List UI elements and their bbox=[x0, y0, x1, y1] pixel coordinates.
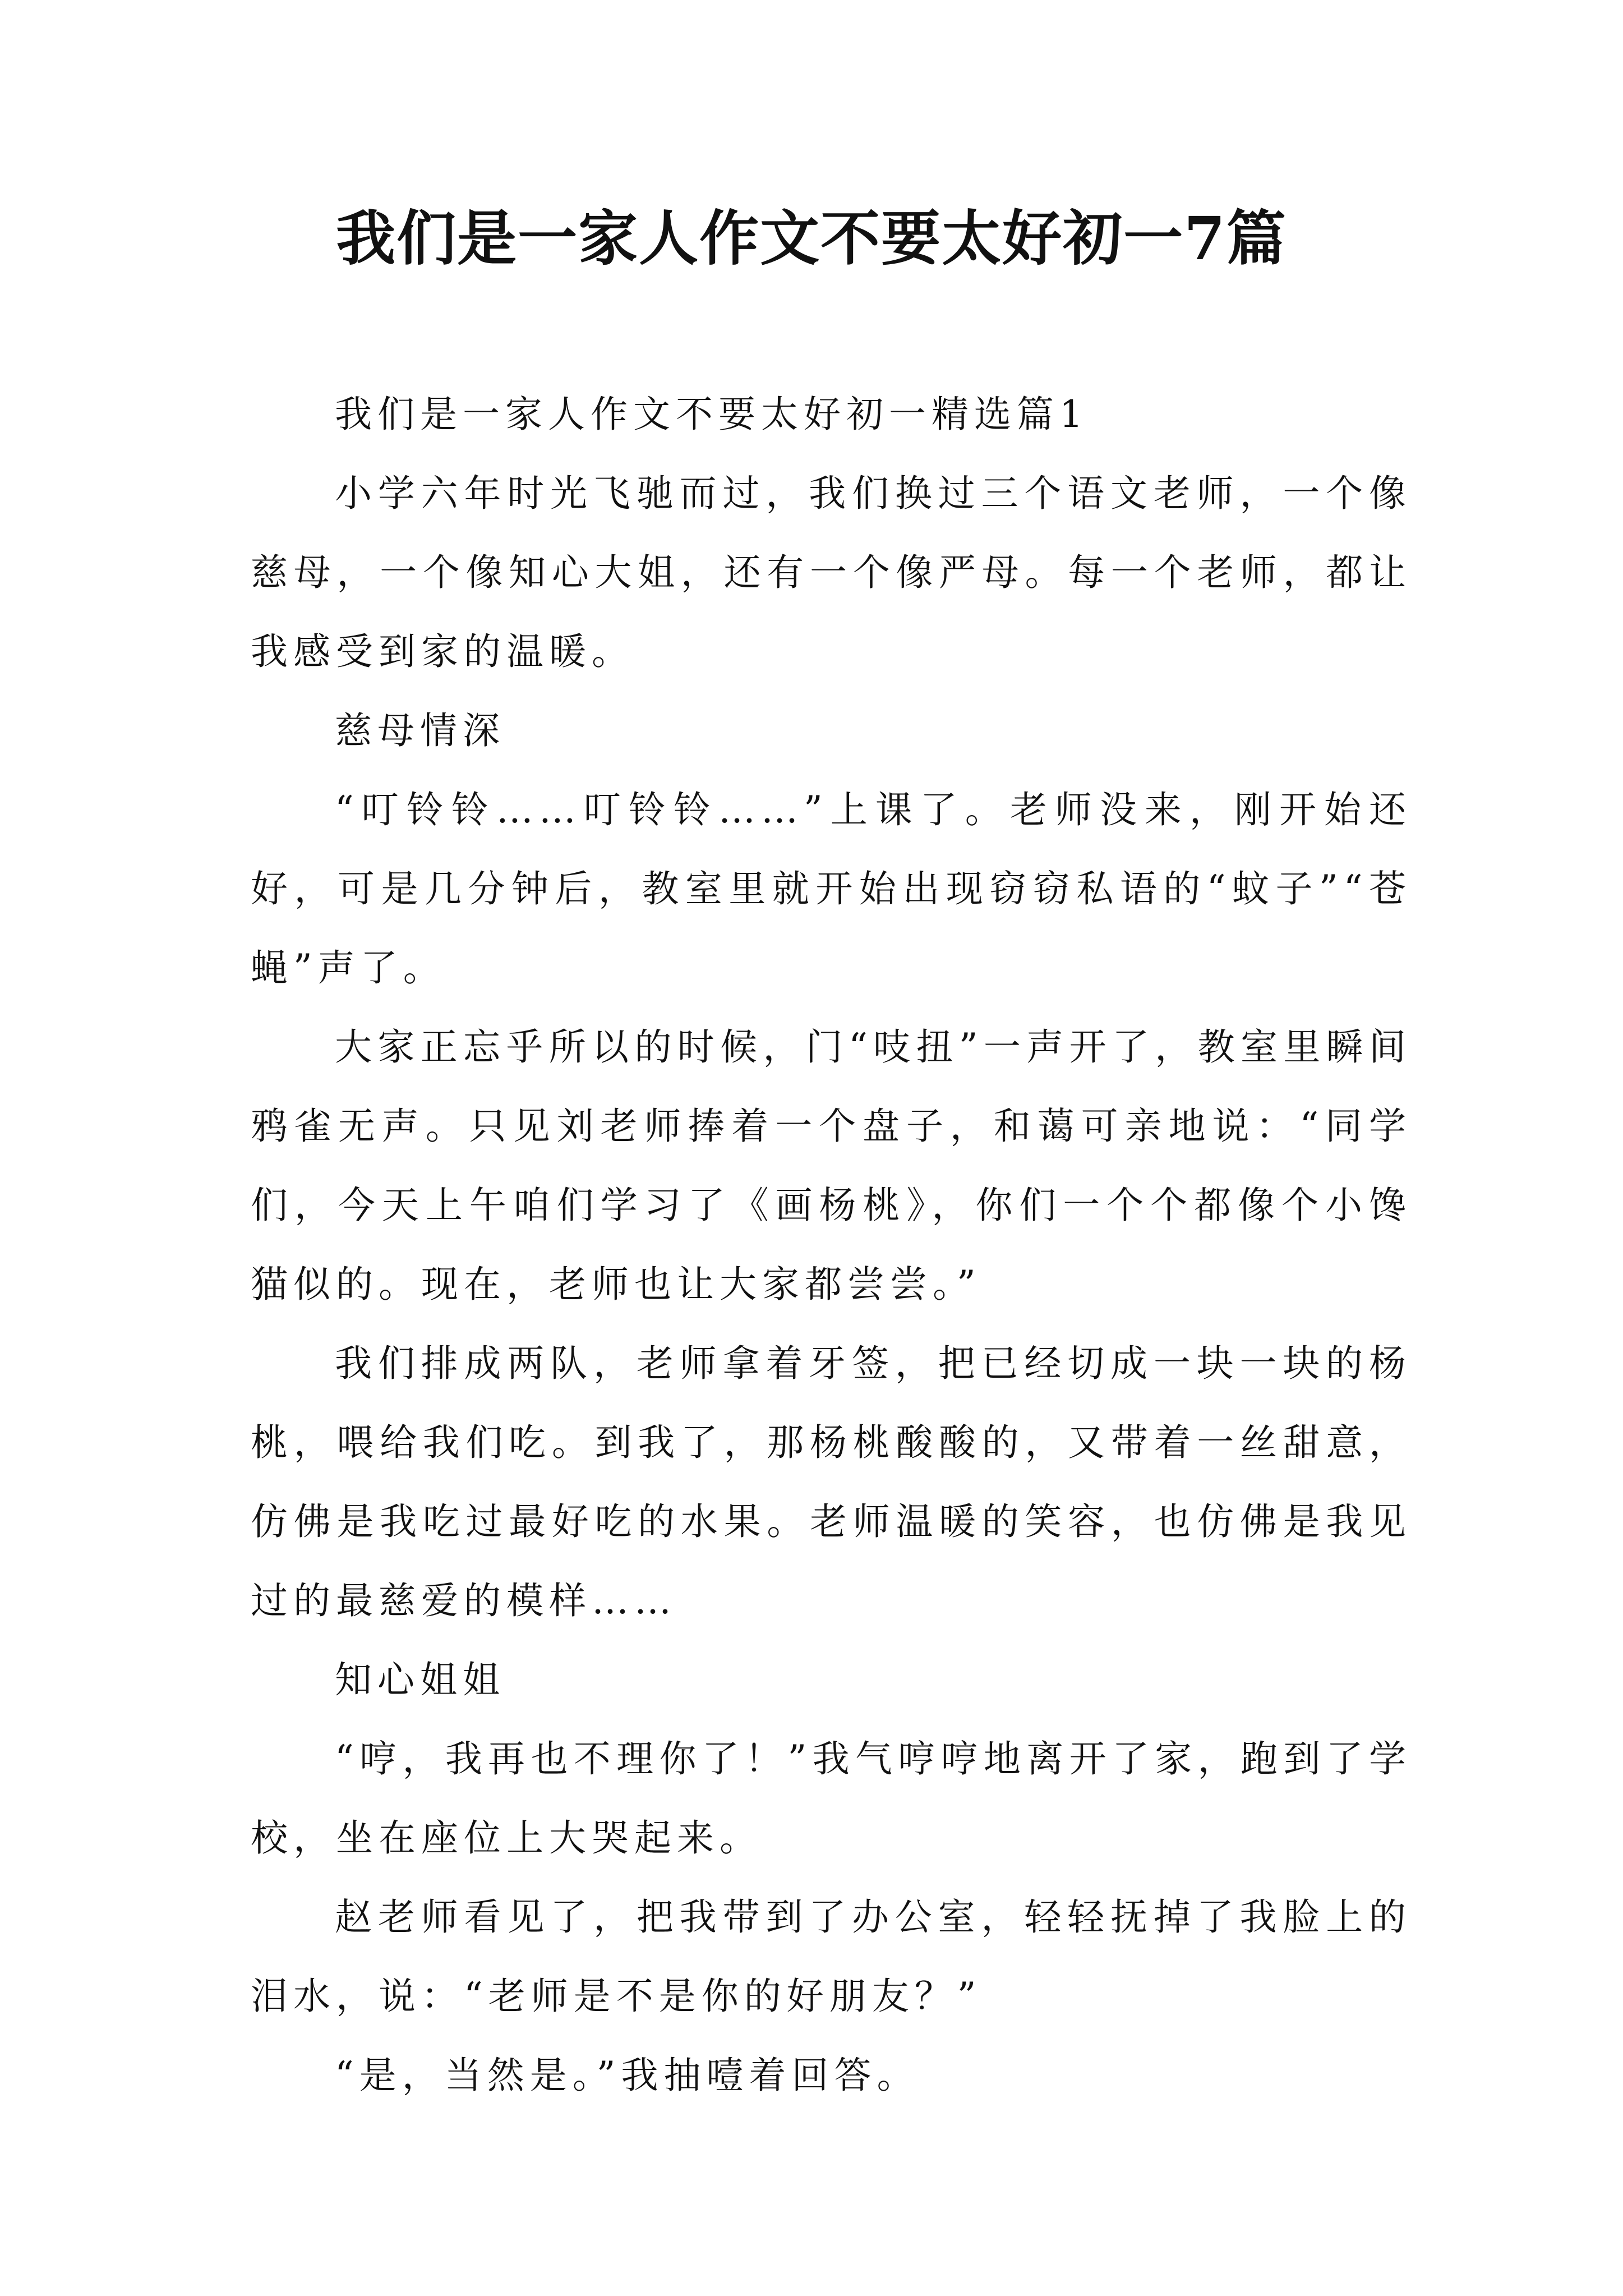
subheading: 慈母情深 bbox=[335, 709, 505, 752]
paragraph: “是，当然是。”我抽噎着回答。 bbox=[335, 2054, 920, 2097]
section-heading: 我们是一家人作文不要太好初一精选篇1 bbox=[335, 393, 1089, 436]
paragraph: “哼，我再也不理你了！”我气哼哼地离开了家，跑到了学校，坐在座位上大哭起来。 bbox=[251, 1737, 1412, 1860]
paragraph: 小学六年时光飞驰而过，我们换过三个语文老师，一个像慈母，一个像知心大姐，还有一个像严母。每一个老师，都让我感受到家的温暖。 bbox=[251, 472, 1412, 673]
document-title: 我们是一家人作文不要太好初一7篇 bbox=[336, 203, 1287, 273]
paragraph: 赵老师看见了，把我带到了办公室，轻轻抚掉了我脸上的泪水，说：“老师是不是你的好朋友？” bbox=[251, 1895, 1412, 2018]
paragraph: 我们排成两队，老师拿着牙签，把已经切成一块一块的杨桃，喂给我们吃。到我了，那杨桃酸酸的，又带着一丝甜意，仿佛是我吃过最好吃的水果。老师温暖的笑容，也仿佛是我见过的最慈爱的模样…… bbox=[251, 1342, 1412, 1622]
subheading: 知心姐姐 bbox=[335, 1658, 505, 1701]
paragraph: “叮铃铃……叮铃铃……”上课了。老师没来，刚开始还好，可是几分钟后，教室里就开始出现窃窃私语的“蚊子”“苍蝇”声了。 bbox=[251, 788, 1412, 990]
document-body bbox=[251, 375, 1412, 2115]
paragraph: 大家正忘乎所以的时候，门“吱扭”一声开了，教室里瞬间鸦雀无声。只见刘老师捧着一个盘子，和蔼可亲地说：“同学们，今天上午咱们学习了《画杨桃》，你们一个个都像个小馋猫似的。现在，老师也让大家都尝尝。” bbox=[251, 1025, 1412, 1306]
